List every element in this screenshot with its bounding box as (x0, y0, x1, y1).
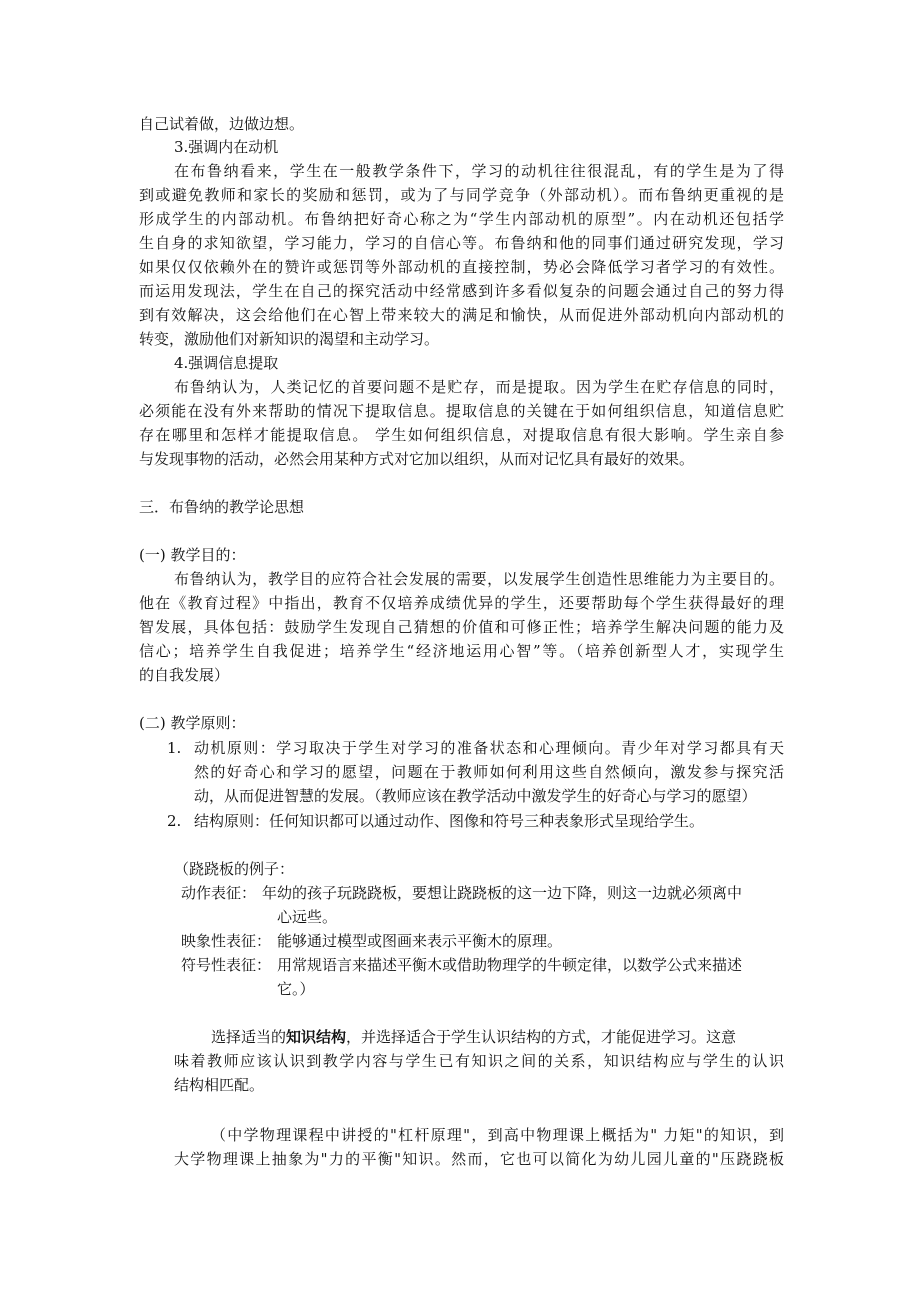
para-3-line: 转变，激励他们对新知识的渴望和主动学习。 (139, 330, 440, 348)
structure-para-line: 味着教师应该认识到教学内容与学生已有知识之间的关系，知识结构应与学生的认识 (174, 1052, 784, 1070)
principle-1-line: 动机原则：学习取决于学生对学习的准备状态和心理倾向。青少年对学习都具有天 (194, 739, 784, 757)
principle-2-line: 结构原则：任何知识都可以通过动作、图像和符号三种表象形式呈现给学生。 (194, 812, 705, 830)
goal-heading: (一) 教学目的： (139, 546, 246, 564)
goal-para-line: 的自我发展） (139, 666, 230, 684)
para-3-line: 形成学生的内部动机。布鲁纳把好奇心称之为“学生内部动机的原型”。内在动机还包括学 (139, 210, 784, 228)
structure-para-line (211, 1030, 736, 1045)
principle-1-number: 1. (167, 739, 182, 757)
seesaw-label: 符号性表征： (181, 956, 272, 974)
seesaw-item-line: 心远些。 (277, 908, 338, 926)
para-3-line: 到有效解决，这会给他们在心智上带来较大的满足和愉快，从而促进外部动机向内部动机的 (139, 306, 784, 324)
structure-para-line: 结构相匹配。 (174, 1076, 265, 1094)
para-4-line: 与发现事物的活动，必然会用某种方式对它加以组织，从而对记忆具有最好的效果。 (139, 450, 695, 468)
principle-1-line: 然的好奇心和学习的愿望，问题在于教师如何利用这些自然倾向，激发参与探究活 (194, 763, 784, 781)
para-4-line: 必须能在没有外来帮助的情况下提取信息。提取信息的关键在于如何组织信息，知道信息贮 (139, 402, 784, 420)
principle-1-line: 动，从而促进智慧的发展。（教师应该在教学活动中激发学生的好奇心与学习的愿望） (194, 787, 757, 805)
physics-para-line: 大学物理课上抽象为"力的平衡"知识。然而，它也可以简化为幼儿园儿童的"压跷跷板 (174, 1150, 784, 1168)
goal-para-line: 信心；培养学生自我促进；培养学生“经济地运用心智”等。（培养创新型人才，实现学生 (139, 642, 784, 660)
principle-heading: (二) 教学原则： (139, 714, 246, 732)
structure-pre: 选择适当的 (211, 1028, 287, 1046)
physics-para-line: （中学物理课程中讲授的"杠杆原理"，到高中物理课上概括为" 力矩"的知识，到 (211, 1126, 784, 1144)
heading-4: 4.强调信息提取 (174, 354, 279, 372)
heading-3: 3.强调内在动机 (174, 138, 279, 156)
seesaw-item-line: 用常规语言来描述平衡木或借助物理学的牛顿定律，以数学公式来描述 (277, 956, 743, 974)
seesaw-intro: （跷跷板的例子： (174, 860, 295, 878)
para-3-line: 生自身的求知欲望，学习能力，学习的自信心等。布鲁纳和他的同事们通过研究发现，学习 (139, 234, 784, 252)
chapter-title: 三．布鲁纳的教学论思想 (139, 498, 305, 516)
seesaw-item-line: 年幼的孩子玩跷跷板，要想让跷跷板的这一边下降，则这一边就必须离中 (262, 884, 743, 902)
structure-bold: 知识结构 (286, 1028, 347, 1046)
seesaw-item-line: 它。） (277, 980, 315, 998)
para-3-line: 到或避免教师和家长的奖励和惩罚，或为了与同学竞争（外部动机）。而布鲁纳更重视的是 (139, 186, 784, 204)
principle-2-number: 2. (167, 812, 182, 830)
para-3-line: 如果仅仅依赖外在的赞许或惩罚等外部动机的直接控制，势必会降低学习者学习的有效性。 (139, 258, 784, 276)
intro-tail-text: 自己试着做，边做边想。 (139, 115, 305, 133)
goal-para-line: 布鲁纳认为，教学目的应符合社会发展的需要，以发展学生创造性思维能力为主要目的。 (174, 570, 784, 588)
para-3-line: 而运用发现法，学生在自己的探究活动中经常感到许多看似复杂的问题会通过自己的努力得 (139, 282, 784, 300)
seesaw-item-line: 能够通过模型或图画来表示平衡木的原理。 (277, 932, 563, 950)
para-4-line: 布鲁纳认为，人类记忆的首要问题不是贮存，而是提取。因为学生在贮存信息的同时， (174, 378, 784, 396)
para-3-line: 在布鲁纳看来，学生在一般教学条件下，学习的动机往往很混乱，有的学生是为了得 (174, 162, 784, 180)
goal-para-line: 他在《教育过程》中指出，教育不仅培养成绩优异的学生，还要帮助每个学生获得最好的理 (139, 594, 784, 612)
para-4-line: 存在哪里和怎样才能提取信息。 学生如何组织信息，对提取信息有很大影响。学生亲自参 (139, 426, 784, 444)
goal-para-line: 智发展，具体包括：鼓励学生发现自己猜想的价值和可修正性；培养学生解决问题的能力及 (139, 618, 784, 636)
structure-post: ，并选择适合于学生认识结构的方式，才能促进学习。这意 (346, 1028, 737, 1046)
seesaw-label: 动作表征： (181, 884, 257, 902)
seesaw-label: 映象性表征： (181, 932, 272, 950)
